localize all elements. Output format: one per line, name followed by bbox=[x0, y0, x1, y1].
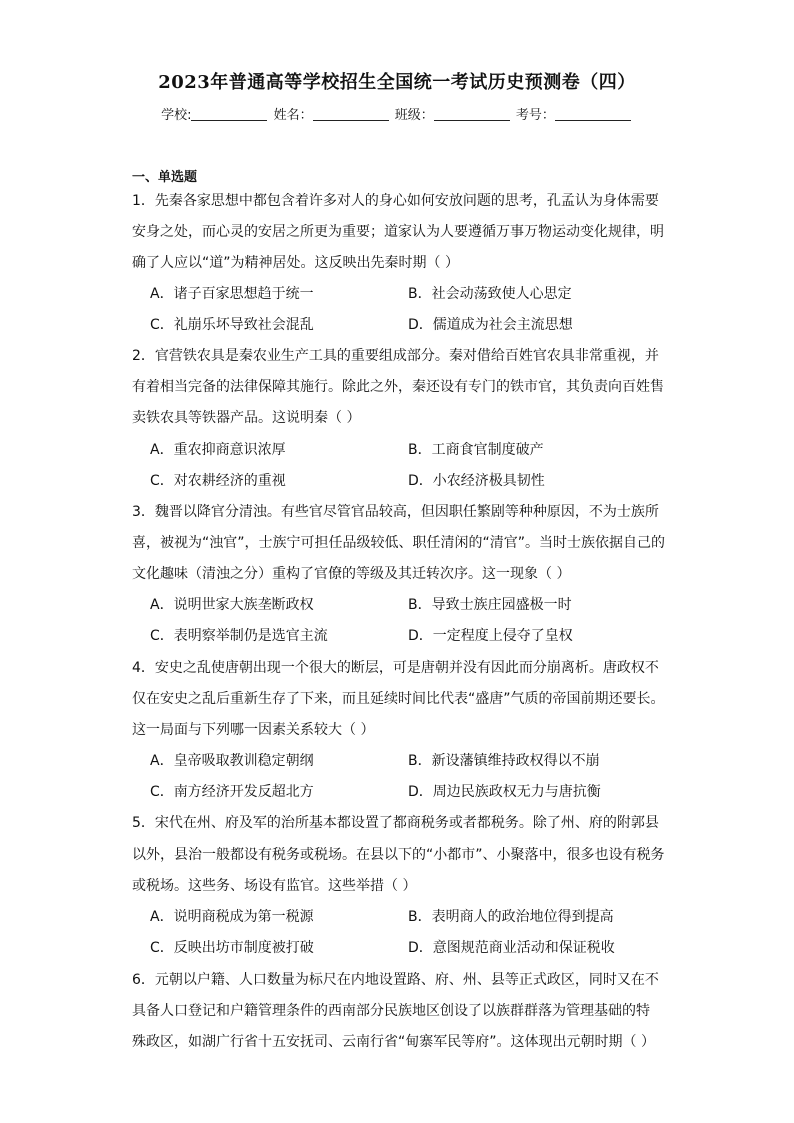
question-5-option-a: A．说明商税成为第一税源 bbox=[150, 909, 314, 925]
question-6-line-2: 具备人口登记和户籍管理条件的西南部分民族地区创设了以族群群落为管理基础的特 bbox=[132, 1003, 650, 1019]
question-3-option-b: B．导致士族庄园盛极一时 bbox=[408, 597, 572, 613]
question-5-option-d: D．意图规范商业活动和保证税收 bbox=[408, 940, 615, 956]
question-1-option-b: B．社会动荡致使人心思定 bbox=[408, 286, 572, 302]
question-1-line-2: 安身之处，而心灵的安居之所更为重要；道家认为人要遵循万事万物运动变化规律，明 bbox=[132, 224, 664, 240]
exam-number-blank bbox=[555, 106, 631, 121]
question-2-line-3: 卖铁农具等铁器产品。这说明秦（ ） bbox=[132, 410, 361, 426]
question-2-line-1: 2．官营铁农具是秦农业生产工具的重要组成部分。秦对借给百姓官农具非常重视，并 bbox=[132, 348, 659, 364]
question-6-line-3: 殊政区，如湖广行省十五安抚司、云南行省“甸寨军民等府”。这体现出元朝时期（ ） bbox=[132, 1034, 655, 1050]
question-3-option-a: A．说明世家大族垄断政权 bbox=[150, 597, 314, 613]
question-4-option-b: B．新设藩镇维持政权得以不崩 bbox=[408, 753, 600, 769]
school-blank bbox=[191, 106, 267, 121]
question-2-option-d: D．小农经济极具韧性 bbox=[408, 473, 545, 489]
question-2-option-b: B．工商食官制度破产 bbox=[408, 442, 544, 458]
section-heading: 一、单选题 bbox=[132, 170, 198, 185]
question-1-line-1: 1．先秦各家思想中都包含着许多对人的身心如何安放问题的思考，孔孟认为身体需要 bbox=[132, 193, 659, 209]
question-1-option-a: A．诸子百家思想趋于统一 bbox=[150, 286, 314, 302]
question-5-option-b: B．表明商人的政治地位得到提高 bbox=[408, 909, 614, 925]
name-blank bbox=[313, 106, 389, 121]
question-4-line-2: 仅在安史之乱后重新生存了下来，而且延续时间比代表“盛唐”气质的帝国前期还要长。 bbox=[132, 691, 665, 707]
question-3-line-1: 3．魏晋以降官分清浊。有些官尽管官品较高，但因职任繁剧等种种原因，不为士族所 bbox=[132, 504, 659, 520]
student-info-line bbox=[0, 104, 794, 123]
question-3-option-c: C．表明察举制仍是选官主流 bbox=[150, 628, 328, 644]
question-6-line-1: 6．元朝以户籍、人口数量为标尺在内地设置路、府、州、县等正式政区，同时又在不 bbox=[132, 972, 659, 988]
question-5-line-2: 以外，县治一般都设有税务或税场。在县以下的“小都市”、小聚落中，很多也设有税务 bbox=[132, 847, 665, 863]
question-4-line-1: 4．安史之乱使唐朝出现一个很大的断层，可是唐朝并没有因此而分崩离析。唐政权不 bbox=[132, 660, 659, 676]
question-1-line-3: 确了人应以“道”为精神居处。这反映出先秦时期（ ） bbox=[132, 255, 459, 271]
school-label: 学校: bbox=[161, 108, 192, 123]
question-3-option-d: D．一定程度上侵夺了皇权 bbox=[408, 628, 573, 644]
question-1-option-c: C．礼崩乐坏导致社会混乱 bbox=[150, 317, 314, 333]
class-blank bbox=[434, 106, 510, 121]
question-3-line-2: 喜，被视为“浊官”，士族宁可担任品级较低、职任清闲的“清官”。当时士族依据自己的 bbox=[132, 535, 666, 551]
question-5-option-c: C．反映出坊市制度被打破 bbox=[150, 940, 314, 956]
question-2-option-a: A．重农抑商意识浓厚 bbox=[150, 442, 286, 458]
class-label: 班级： bbox=[394, 108, 434, 123]
question-5-line-3: 或税场。这些务、场设有监官。这些举措（ ） bbox=[132, 878, 417, 894]
question-4-option-a: A．皇帝吸取教训稳定朝纲 bbox=[150, 753, 314, 769]
question-5-line-1: 5．宋代在州、府及军的治所基本都设置了都商税务或者都税务。除了州、府的附郭县 bbox=[132, 815, 659, 831]
question-4-option-c: C．南方经济开发反超北方 bbox=[150, 784, 314, 800]
question-2-option-c: C．对农耕经济的重视 bbox=[150, 473, 286, 489]
name-label: 姓名： bbox=[273, 108, 313, 123]
question-4-line-3: 这一局面与下列哪一因素关系较大（ ） bbox=[132, 722, 375, 738]
question-3-line-3: 文化趣味（清浊之分）重构了官僚的等级及其迁转次序。这一现象（ ） bbox=[132, 566, 571, 582]
question-1-option-d: D．儒道成为社会主流思想 bbox=[408, 317, 573, 333]
question-2-line-2: 有着相当完备的法律保障其施行。除此之外，秦还设有专门的铁市官，其负责向百姓售 bbox=[132, 379, 664, 395]
exam-title: 2023年普通高等学校招生全国统一考试历史预测卷（四） bbox=[158, 72, 636, 93]
exam-number-label: 考号： bbox=[515, 108, 555, 123]
question-4-option-d: D．周边民族政权无力与唐抗衡 bbox=[408, 784, 601, 800]
